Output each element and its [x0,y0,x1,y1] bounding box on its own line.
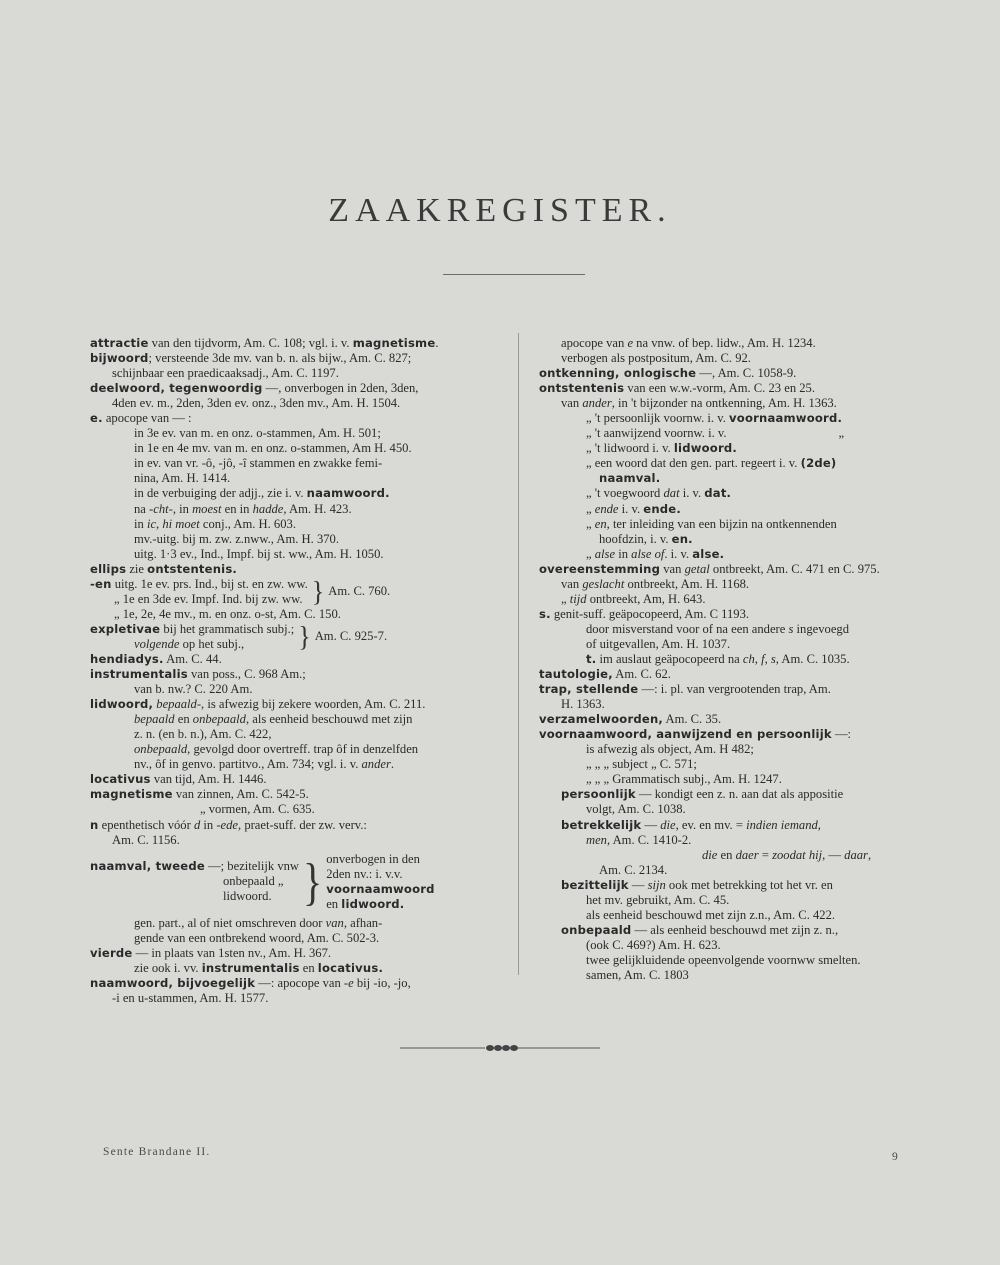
entry-line: is afwezig als object, Am. H 482; [586,742,754,757]
entry-line: onbepaald, gevolgd door overtreff. trap ôf in denzelfden [134,742,419,757]
entry-line: 4den ev. m., 2den, 3den ev. onz., 3den mv., Am. H. 1504. [112,396,401,411]
entry-line: in 1e en 4e mv. van m. en onz. o-stammen, Am H. 450. [134,441,412,456]
entry-overeenstemming: overeenstemming van getal ontbreekt, Am. C. 471 en C. 975. [539,561,880,576]
entry-ontkenning: ontkenning, onlogische —, Am. C. 1058-9. [539,366,797,381]
entry-instrumentalis: instrumentalis van poss., C. 968 Am.; [90,667,306,682]
brace-icon: } [311,575,325,608]
entry-line: van ander, in 't bijzonder na ontkenning, Am. H. 1363. [561,396,837,411]
footer-book-title: Sente Brandane II. [103,1146,211,1158]
entry-line: of uitgevallen, Am. H. 1037. [586,636,731,651]
entry-line: schijnbaar een praedicaaksadj., Am. C. 1197. [112,366,339,381]
entry-line: „ ende i. v. ende. [586,501,681,516]
entry-line: „ alse in alse of. i. v. alse. [586,546,725,561]
entry-line: mv.-uitg. bij m. zw. z.nww., Am. H. 370. [134,531,339,546]
entry-line: „ 't lidwoord i. v. lidwoord. [586,441,737,456]
entry-trap: trap, stellende —: i. pl. van vergrootenden trap, Am. [539,682,831,697]
entry-line: Am. C. 2134. [599,862,668,877]
entry-line: apocope van e na vnw. of bep. lidw., Am. H. 1234. [561,336,816,350]
entry-line: H. 1363. [561,697,605,712]
entry-line: „ tijd ontbreekt, Am, H. 643. [561,591,706,606]
column-divider [518,333,519,975]
entry-line: het mv. gebruikt, Am. C. 45. [586,892,730,907]
entry-line: „ en, ter inleiding van een bijzin na ontkennenden [586,516,837,531]
entry-line: gen. part., al of niet omschreven door van, afhan- [134,915,383,930]
entry-line: uitg. 1·3 ev., Ind., Impf. bij st. ww., Am. H. 1050. [134,546,384,561]
page-number: 9 [892,1151,898,1163]
entry-ontstentenis: ontstentenis van een w.w.-vorm, Am. C. 23 en 25. [539,381,816,396]
entry-s: s. genit-suff. geäpocopeerd, Am. C 1193. [539,606,750,621]
entry-line: als eenheid beschouwd met zijn z.n., Am. C. 422. [586,907,836,922]
entry-line: „ 1e, 2e, 4e mv., m. en onz. o-st, Am. C. 150. [114,606,341,621]
entry-line: „ 't persoonlijk voornw. i. v. voornaamwoord. [586,411,843,426]
entry-line: zie ook i. vv. instrumentalis en locativus. [134,960,384,975]
entry-line: nina, Am. H. 1414. [134,471,231,486]
entry-line: na -cht-, in moest en in hadde, Am. H. 423. [134,501,352,516]
entry-line: van b. nw.? C. 220 Am. [134,682,253,697]
entry-tautologie: tautologie, Am. C. 62. [539,667,671,682]
left-column [90,336,502,1006]
entry-line: „ „ „ Grammatisch subj., Am. H. 1247. [586,772,782,787]
entry-line: die en daer = zoodat hij, — daar, [702,847,872,862]
entry-expletivae: expletivae bij het grammatisch subj.; volgende op het subj., } Am. C. 925-7. [90,620,388,653]
entry-persoonlijk: persoonlijk — kondigt een z. n. aan dat als appositie [561,787,844,802]
entry-line: in ev. van vr. -ô, -jô, -î stammen en zwakke femi- [134,456,383,471]
entry-line: Am. C. 1156. [112,832,180,847]
entry-line: volgt, Am. C. 1038. [586,802,686,817]
entry-bezittelijk: bezittelijk — sijn ook met betrekking tot het vr. en [561,877,833,892]
entry-line: bepaald en onbepaald, als eenheid beschouwd met zijn [134,712,413,727]
entry-deelwoord: deelwoord, tegenwoordig —, onverbogen in 2den, 3den, [90,381,419,396]
entry-line: -i en u-stammen, Am. H. 1577. [112,991,269,1006]
right-column [539,336,957,983]
entry-betrekkelijk: betrekkelijk — die, ev. en mv. = indien iemand, [561,817,821,832]
entry-verzamelwoorden: verzamelwoorden, Am. C. 35. [539,712,722,727]
entry-attractie: attractie van den tijdvorm, Am. C. 108; vgl. i. v. magnetisme. [90,336,439,350]
brace-icon: } [298,620,311,653]
entry-e: e. apocope van — : [90,411,192,426]
entry-line: nv., ôf in genvo. partitvo., Am. 734; vgl. i. v. ander. [134,757,395,772]
entry-line: in 3e ev. van m. en onz. o-stammen, Am. H. 501; [134,426,381,441]
entry-line: „ 't aanwijzend voornw. i. v. „ [586,426,845,441]
entry-line: van geslacht ontbreekt, Am. H. 1168. [561,576,750,591]
entry-bijwoord: bijwoord; versteende 3de mv. van b. n. als bijw., Am. C. 827; [90,351,412,366]
entry-locativus: locativus van tijd, Am. H. 1446. [90,772,267,787]
entry-vierde: vierde — in plaats van 1sten nv., Am. H. 367. [90,945,332,960]
entry-magnetisme: magnetisme van zinnen, Am. C. 542-5. [90,787,309,802]
entry-voornaamwoord: voornaamwoord, aanwijzend en persoonlijk —: [539,727,852,742]
entry-line: gende van een ontbrekend woord, Am. C. 502-3. [134,930,380,945]
entry-en: -en uitg. 1e ev. prs. Ind., bij st. en zw. ww. „ 1e en 3de ev. Impf. Ind. bij zw. ww. } Am. C. 760. [90,575,391,608]
ornament-divider [400,1038,600,1058]
entry-line: „ vormen, Am. C. 635. [200,802,315,817]
entry-line: „ 't voegwoord dat i. v. dat. [586,486,732,501]
entry-line: (ook C. 469?) Am. H. 623. [586,937,721,952]
entry-line: in ic, hi moet conj., Am. H. 603. [134,516,296,531]
entry-line: men, Am. C. 1410-2. [586,832,692,847]
entry-line: door misverstand voor of na een andere s ingevoegd [586,621,849,636]
entry-hendiadys: hendiadys. Am. C. 44. [90,651,222,666]
entry-line: z. n. (en b. n.), Am. C. 422, [134,727,272,742]
brace-icon: } [303,851,323,911]
entry-onbepaald: onbepaald — als eenheid beschouwd met zijn z. n., [561,922,839,937]
entry-line: „ een woord dat den gen. part. regeert i. v. (2de) [586,456,837,471]
entry-ellips: ellips zie ontstentenis. [90,561,238,576]
entry-line: „ „ „ subject „ C. 571; [586,757,697,772]
entry-naamwoord: naamwoord, bijvoegelijk —: apocope van -e bij -io, -jo, [90,975,411,990]
entry-n: n epenthetisch vóór d in -ede, praet-suff. der zw. verv.: [90,817,367,832]
page-title: ZAAKREGISTER. [328,192,672,229]
entry-line: samen, Am. C. 1803 [586,967,689,982]
entry-line: twee gelijkluidende opeenvolgende voornww smelten. [586,952,861,967]
entry-line: naamval. [599,471,661,486]
entry-line: verbogen als postpositum, Am. C. 92. [561,351,751,366]
entry-naamval: naamval, tweede —; bezitelijk vnw onbepaald „ lidwoord. } onverbogen in den 2den nv.: i. v.v. voornaamwoord en lidwoord. [90,851,435,911]
entry-line: in de verbuiging der adjj., zie i. v. naamwoord. [134,486,390,501]
entry-t: t. im auslaut geäpocopeerd na ch, f, s, Am. C. 1035. [586,651,850,666]
title-rule [443,274,585,275]
entry-line: hoofdzin, i. v. en. [599,531,693,546]
entry-lidwoord: lidwoord, bepaald-, is afwezig bij zekere woorden, Am. C. 211. [90,697,426,712]
